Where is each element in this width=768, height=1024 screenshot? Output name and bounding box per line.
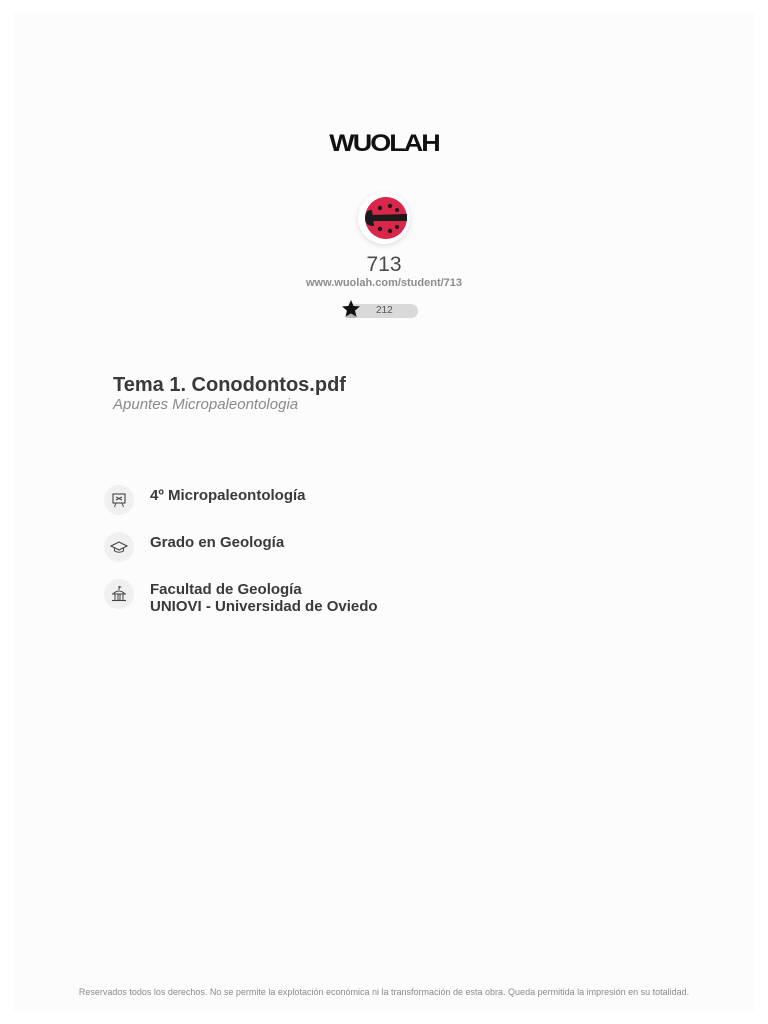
wuolah-logo: WUOLAH (329, 129, 439, 157)
faculty-name: Facultad de Geología (150, 581, 302, 598)
chalkboard-icon (110, 491, 128, 509)
rating-count: 212 (376, 305, 393, 316)
graduation-cap-icon (110, 538, 128, 556)
ladybug-icon (360, 194, 408, 242)
university-building-icon (110, 585, 128, 603)
copyright-notice: Reservados todos los derechos. No se permite la explotación económica ni la transformación de esta obra. Queda permitida la impresión en su totalidad. (78, 987, 690, 997)
course-name: 4º Micropaleontología (150, 487, 306, 504)
degree-name: Grado en Geología (150, 534, 285, 551)
student-profile-link[interactable]: www.wuolah.com/student/713 (305, 277, 463, 289)
degree-icon-badge (104, 532, 134, 562)
course-icon-badge (104, 485, 134, 515)
student-id: 713 (366, 253, 402, 276)
student-avatar (358, 192, 410, 244)
university-name: UNIOVI - Universidad de Oviedo (150, 598, 378, 615)
document-subtitle: Apuntes Micropaleontologia (113, 396, 299, 413)
institution-icon-badge (104, 579, 134, 609)
star-icon (341, 299, 361, 319)
document-title: Tema 1. Conodontos.pdf (113, 374, 346, 396)
institution-text (150, 581, 378, 615)
